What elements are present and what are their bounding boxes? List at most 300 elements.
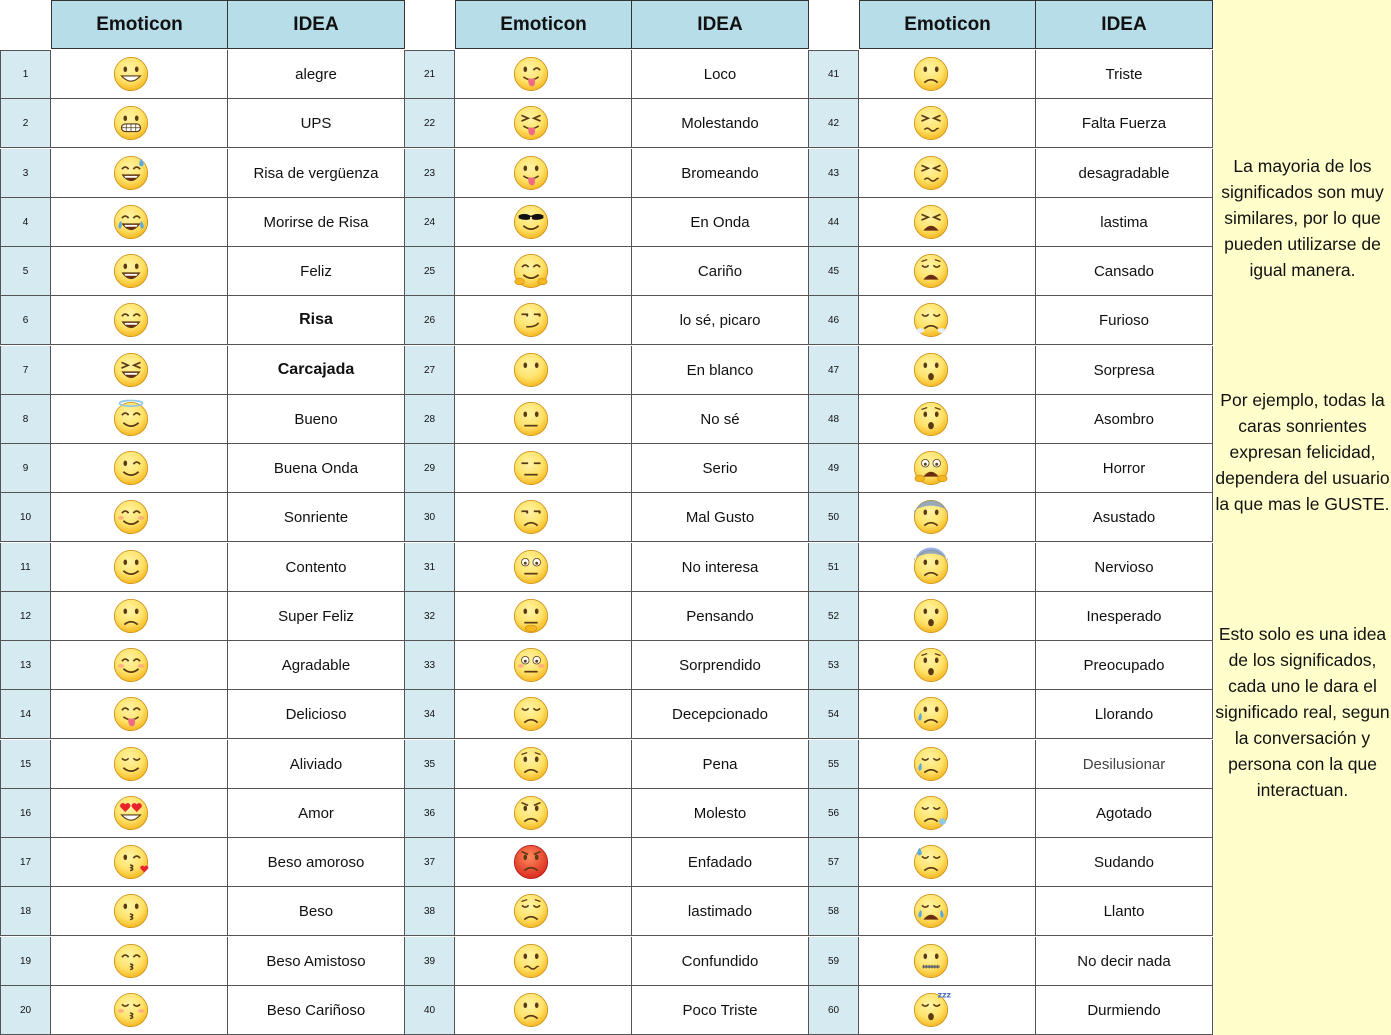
idea-cell: lastima [1036, 198, 1213, 247]
row-number: 55 [808, 740, 859, 789]
anguished-icon [911, 645, 951, 685]
table-row [808, 346, 1213, 395]
idea-cell: Sorprendido [632, 641, 809, 690]
frowning-icon [911, 54, 951, 94]
idea-cell: lo sé, picaro [632, 296, 809, 345]
table-row [0, 296, 405, 345]
emoticon-cell [51, 789, 228, 838]
table-row [0, 543, 405, 592]
note-similar-meanings: La mayoria de los significados son muy similares, por lo que pueden utilizarse de igual manera. [1221, 156, 1384, 280]
row-number: 5 [0, 247, 51, 296]
row-number: 51 [808, 543, 859, 592]
row-number: 59 [808, 937, 859, 986]
table-row [404, 247, 809, 296]
notes-panel [1214, 0, 1391, 1035]
row-number: 47 [808, 346, 859, 395]
row-number: 41 [808, 50, 859, 99]
emoticon-cell [51, 838, 228, 887]
emoticon-cell [51, 690, 228, 739]
idea-cell: Asustado [1036, 493, 1213, 542]
table-row [808, 198, 1213, 247]
table-row [0, 740, 405, 789]
row-number: 8 [0, 395, 51, 444]
row-number: 21 [404, 50, 455, 99]
idea-cell: Sudando [1036, 838, 1213, 887]
emoticon-cell [455, 887, 632, 936]
idea-cell: En blanco [632, 346, 809, 395]
table-row [404, 789, 809, 838]
emoticon-cell [455, 296, 632, 345]
blush-icon [111, 497, 151, 537]
idea-cell: Asombro [1036, 395, 1213, 444]
emoticon-cell [859, 346, 1036, 395]
row-number: 29 [404, 444, 455, 493]
svg-text:zzz: zzz [937, 990, 951, 1000]
yum-icon [111, 694, 151, 734]
idea-cell: desagradable [1036, 149, 1213, 198]
row-number: 20 [0, 986, 51, 1035]
table-row [0, 444, 405, 493]
row-number: 27 [404, 346, 455, 395]
row-number: 40 [404, 986, 455, 1035]
idea-cell: Inesperado [1036, 592, 1213, 641]
table-row [0, 838, 405, 887]
table-row [0, 789, 405, 838]
row-number: 45 [808, 247, 859, 296]
idea-cell: Enfadado [632, 838, 809, 887]
emoticon-cell [859, 887, 1036, 936]
neutral-face-icon [511, 399, 551, 439]
idea-cell: alegre [228, 50, 405, 99]
scream-icon [911, 448, 951, 488]
stuck-out-tongue-closed-eyes-icon [511, 103, 551, 143]
row-number: 52 [808, 592, 859, 641]
table-row [404, 198, 809, 247]
pensive-icon [511, 891, 551, 931]
relieved-icon [111, 744, 151, 784]
emoticon-cell [51, 986, 228, 1035]
idea-cell: Llorando [1036, 690, 1213, 739]
hugging-icon [511, 251, 551, 291]
table-row [808, 543, 1213, 592]
idea-cell: Preocupado [1036, 641, 1213, 690]
row-number: 56 [808, 789, 859, 838]
grimacing-face-icon [111, 103, 151, 143]
idea-cell: Beso amoroso [228, 838, 405, 887]
table-row [404, 887, 809, 936]
table-row [808, 50, 1213, 99]
emoticon-cell [455, 247, 632, 296]
emoticon-cell [51, 50, 228, 99]
note-example: Por ejemplo, todas la caras sonrientes expresan felicidad, dependera del usuario la que mas le GUSTE. [1215, 390, 1390, 514]
emoticon-cell [455, 50, 632, 99]
halo-icon [111, 399, 151, 439]
idea-cell: Aliviado [228, 740, 405, 789]
table-row [0, 690, 405, 739]
table-row [808, 149, 1213, 198]
emoticon-cell [859, 838, 1036, 887]
emoticon-cell [51, 592, 228, 641]
table-row [0, 198, 405, 247]
row-number: 58 [808, 887, 859, 936]
row-number: 46 [808, 296, 859, 345]
triumph-icon [911, 300, 951, 340]
table-row [404, 99, 809, 148]
emoticon-cell [455, 986, 632, 1035]
idea-cell: Amor [228, 789, 405, 838]
emoticon-cell [51, 395, 228, 444]
kissing-icon [111, 891, 151, 931]
row-number: 60 [808, 986, 859, 1035]
emoticon-cell [455, 592, 632, 641]
weary-icon [911, 251, 951, 291]
table-row [404, 50, 809, 99]
disappointed-icon [511, 694, 551, 734]
emoticon-cell [51, 296, 228, 345]
sob-icon [911, 891, 951, 931]
face-with-tears-of-joy-icon [111, 202, 151, 242]
row-number: 7 [0, 346, 51, 395]
emoticon-cell [51, 149, 228, 198]
emoticon-cell [859, 395, 1036, 444]
unamused-icon [511, 497, 551, 537]
row-number: 42 [808, 99, 859, 148]
idea-cell: Risa [228, 296, 405, 345]
row-number: 57 [808, 838, 859, 887]
idea-cell: Morirse de Risa [228, 198, 405, 247]
row-number: 33 [404, 641, 455, 690]
emoticon-cell [51, 247, 228, 296]
row-number: 14 [0, 690, 51, 739]
row-number: 13 [0, 641, 51, 690]
sleepy-icon [911, 793, 951, 833]
table-row [808, 740, 1213, 789]
header-emoticon: Emoticon [859, 0, 1036, 49]
idea-cell: Feliz [228, 247, 405, 296]
table-row [404, 986, 809, 1035]
idea-cell: Super Feliz [228, 592, 405, 641]
row-number: 3 [0, 149, 51, 198]
idea-cell: Horror [1036, 444, 1213, 493]
emoticon-cell [455, 198, 632, 247]
idea-cell: Decepcionado [632, 690, 809, 739]
table-row [404, 740, 809, 789]
smiley-icon [111, 251, 151, 291]
table-row [0, 346, 405, 395]
idea-cell: Sonriente [228, 493, 405, 542]
row-number: 48 [808, 395, 859, 444]
table-row [0, 986, 405, 1035]
table-row [404, 592, 809, 641]
idea-cell: Beso Cariñoso [228, 986, 405, 1035]
table-row [0, 395, 405, 444]
smile-icon [111, 300, 151, 340]
table-row [404, 493, 809, 542]
idea-cell: Nervioso [1036, 543, 1213, 592]
idea-cell: Molesto [632, 789, 809, 838]
idea-cell: Triste [1036, 50, 1213, 99]
idea-cell: Cansado [1036, 247, 1213, 296]
kissing-closed-eyes-icon [111, 990, 151, 1030]
table-row [0, 149, 405, 198]
idea-cell: Mal Gusto [632, 493, 809, 542]
row-number: 38 [404, 887, 455, 936]
idea-cell: Bueno [228, 395, 405, 444]
emoticon-cell [859, 986, 1036, 1035]
emoticon-cell [859, 50, 1036, 99]
table-row [808, 986, 1213, 1035]
row-number: 53 [808, 641, 859, 690]
grinning-face-icon [111, 54, 151, 94]
idea-cell: Pena [632, 740, 809, 789]
table-row [808, 395, 1213, 444]
idea-cell: Poco Triste [632, 986, 809, 1035]
emoticon-cell [859, 149, 1036, 198]
emoticon-cell [51, 198, 228, 247]
row-number: 30 [404, 493, 455, 542]
row-number: 36 [404, 789, 455, 838]
row-number: 31 [404, 543, 455, 592]
kissing-smiling-eyes-icon [111, 941, 151, 981]
cold-sweat-icon [911, 547, 951, 587]
idea-cell: Contento [228, 543, 405, 592]
row-number: 2 [0, 99, 51, 148]
header-idea: IDEA [632, 0, 809, 49]
idea-cell: Llanto [1036, 887, 1213, 936]
astonished-icon [911, 399, 951, 439]
emoticon-cell [859, 592, 1036, 641]
row-number: 34 [404, 690, 455, 739]
idea-cell: Beso [228, 887, 405, 936]
table-row [808, 592, 1213, 641]
sunglasses-icon [511, 202, 551, 242]
row-number: 6 [0, 296, 51, 345]
idea-cell: Pensando [632, 592, 809, 641]
relaxed-icon [111, 645, 151, 685]
row-number: 37 [404, 838, 455, 887]
emoticon-cell [51, 346, 228, 395]
emoticon-cell [455, 444, 632, 493]
row-number: 25 [404, 247, 455, 296]
no-mouth-icon [511, 350, 551, 390]
emoticon-cell [455, 641, 632, 690]
table-row [404, 543, 809, 592]
stuck-out-tongue-icon [511, 153, 551, 193]
idea-cell: Desilusionar [1036, 740, 1213, 789]
emoticon-cell [859, 247, 1036, 296]
table-row [808, 937, 1213, 986]
table-row [0, 937, 405, 986]
disappointed-relieved-icon [911, 744, 951, 784]
expressionless-icon [511, 448, 551, 488]
slightly-smiling-icon [111, 547, 151, 587]
confused-icon [511, 941, 551, 981]
emoticon-cell [455, 543, 632, 592]
emoticon-cell [859, 493, 1036, 542]
idea-cell: Risa de vergüenza [228, 149, 405, 198]
idea-cell: En Onda [632, 198, 809, 247]
table-row [404, 346, 809, 395]
wink-icon [111, 448, 151, 488]
row-number: 11 [0, 543, 51, 592]
row-number: 35 [404, 740, 455, 789]
note-disclaimer: Esto solo es una idea de los significados, cada uno le dara el significado real, segun la conversación y persona con la que interactuan. [1215, 624, 1390, 800]
table-row [404, 395, 809, 444]
table-row [808, 99, 1213, 148]
idea-cell: Beso Amistoso [228, 937, 405, 986]
table-row [808, 296, 1213, 345]
emoticon-cell [51, 99, 228, 148]
row-number: 54 [808, 690, 859, 739]
emoticon-cell [51, 493, 228, 542]
row-number: 28 [404, 395, 455, 444]
smirk-icon [511, 300, 551, 340]
table-row [404, 690, 809, 739]
emoticon-cell [455, 838, 632, 887]
idea-cell: Loco [632, 50, 809, 99]
emoticon-cell [455, 740, 632, 789]
table-row [0, 247, 405, 296]
worried-icon [511, 744, 551, 784]
flushed-icon [511, 645, 551, 685]
confounded-icon [911, 153, 951, 193]
emoticon-cell [455, 395, 632, 444]
emoticon-cell [51, 543, 228, 592]
idea-cell: Molestando [632, 99, 809, 148]
idea-cell: Agotado [1036, 789, 1213, 838]
table-row [0, 641, 405, 690]
row-number: 39 [404, 937, 455, 986]
stuck-out-tongue-wink-icon [511, 54, 551, 94]
idea-cell: Delicioso [228, 690, 405, 739]
header-idea: IDEA [228, 0, 405, 49]
emoticon-cell [859, 543, 1036, 592]
idea-cell: Serio [632, 444, 809, 493]
header-idea: IDEA [1036, 0, 1213, 49]
kissing-heart-icon [111, 842, 151, 882]
idea-cell: Sorpresa [1036, 346, 1213, 395]
rolling-eyes-icon [511, 547, 551, 587]
sleeping-icon [911, 990, 951, 1030]
table-row [404, 641, 809, 690]
row-number: 32 [404, 592, 455, 641]
table-row [0, 493, 405, 542]
laughing-icon [111, 350, 151, 390]
emoticon-cell [455, 937, 632, 986]
table-row [808, 493, 1213, 542]
row-number: 24 [404, 198, 455, 247]
row-number: 44 [808, 198, 859, 247]
emoticon-cell [51, 887, 228, 936]
table-row [808, 887, 1213, 936]
row-number: 26 [404, 296, 455, 345]
table-row [808, 247, 1213, 296]
table-row [0, 887, 405, 936]
row-number: 16 [0, 789, 51, 838]
emoticon-cell [455, 99, 632, 148]
upside-down-icon [111, 596, 151, 636]
table-row [0, 99, 405, 148]
grinning-face-with-sweat-icon [111, 153, 151, 193]
idea-cell: Cariño [632, 247, 809, 296]
idea-cell: No decir nada [1036, 937, 1213, 986]
emoticon-cell [51, 444, 228, 493]
row-number: 50 [808, 493, 859, 542]
emoticon-cell [859, 740, 1036, 789]
emoticon-cell [455, 149, 632, 198]
row-number: 10 [0, 493, 51, 542]
frowning-open-mouth-icon [911, 596, 951, 636]
emoticon-cell [455, 690, 632, 739]
table-row [0, 50, 405, 99]
emoticon-cell [455, 493, 632, 542]
idea-cell: lastimado [632, 887, 809, 936]
hushed-icon [911, 350, 951, 390]
idea-cell: Carcajada [228, 346, 405, 395]
cry-icon [911, 694, 951, 734]
idea-cell: Buena Onda [228, 444, 405, 493]
row-number: 15 [0, 740, 51, 789]
emoticon-cell [859, 99, 1036, 148]
emoticon-cell [859, 198, 1036, 247]
emoticon-cell [455, 789, 632, 838]
row-number: 18 [0, 887, 51, 936]
emoticon-cell [859, 937, 1036, 986]
tired-face-icon [911, 202, 951, 242]
row-number: 9 [0, 444, 51, 493]
table-row [808, 789, 1213, 838]
table-row [808, 444, 1213, 493]
row-number: 17 [0, 838, 51, 887]
idea-cell: No sé [632, 395, 809, 444]
emoticon-cell [51, 641, 228, 690]
row-number: 19 [0, 937, 51, 986]
sweat-icon [911, 842, 951, 882]
emoticon-cell [859, 789, 1036, 838]
rage-icon [511, 842, 551, 882]
angry-icon [511, 793, 551, 833]
heart-eyes-icon [111, 793, 151, 833]
idea-cell: No interesa [632, 543, 809, 592]
row-number: 49 [808, 444, 859, 493]
table-row [404, 296, 809, 345]
table-row [404, 444, 809, 493]
zipper-mouth-icon [911, 941, 951, 981]
row-number: 43 [808, 149, 859, 198]
table-row [404, 838, 809, 887]
emoticon-cell [859, 444, 1036, 493]
header-emoticon: Emoticon [51, 0, 228, 49]
table-row [808, 690, 1213, 739]
emoticon-cell [51, 937, 228, 986]
idea-cell: Durmiendo [1036, 986, 1213, 1035]
idea-cell: Agradable [228, 641, 405, 690]
thinking-icon [511, 596, 551, 636]
idea-cell: UPS [228, 99, 405, 148]
idea-cell: Confundido [632, 937, 809, 986]
table-row [404, 149, 809, 198]
row-number: 22 [404, 99, 455, 148]
row-number: 4 [0, 198, 51, 247]
emoticon-cell [859, 641, 1036, 690]
table-row [808, 838, 1213, 887]
table-row [808, 641, 1213, 690]
persevere-icon [911, 103, 951, 143]
emoticon-cell [859, 690, 1036, 739]
idea-cell: Bromeando [632, 149, 809, 198]
header-emoticon: Emoticon [455, 0, 632, 49]
table-row [404, 937, 809, 986]
